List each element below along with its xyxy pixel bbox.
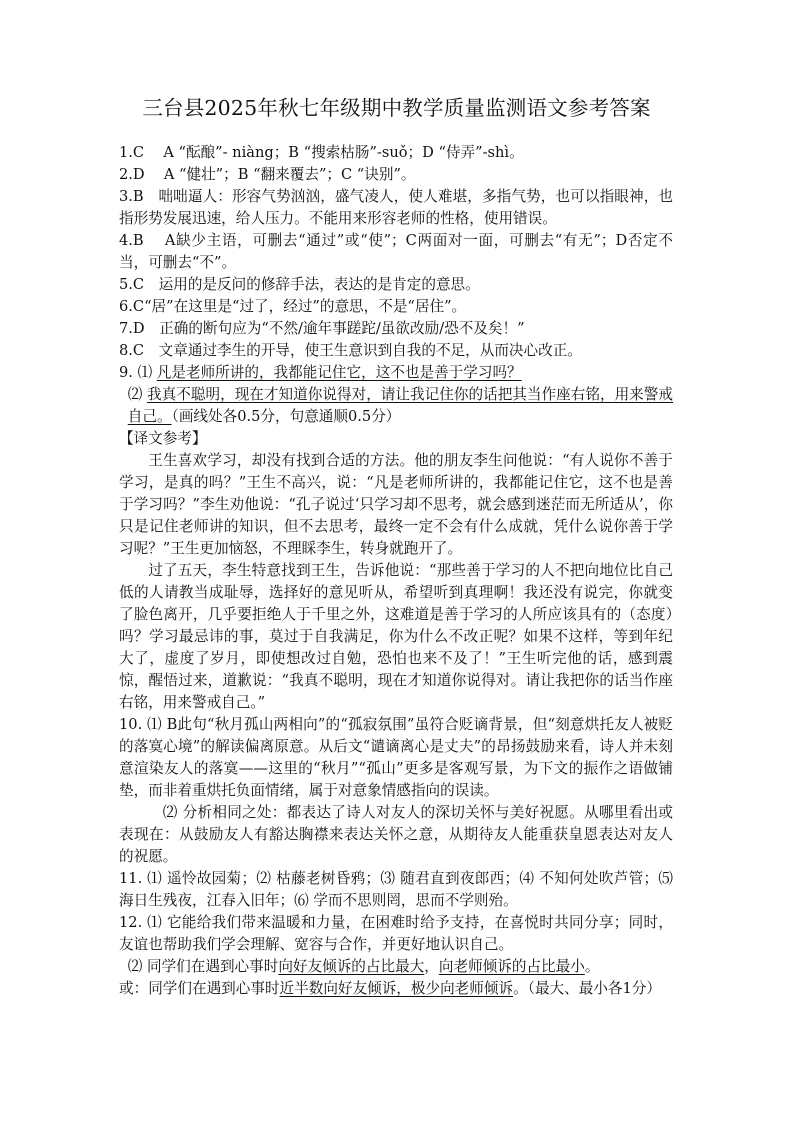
answer-12-2-underlined-1: 向好友倾诉的占比最大 xyxy=(278,958,425,975)
answer-9-label: 9. ⑴ xyxy=(119,364,157,381)
answer-6: 6.C“居”在这里是“过了，经过”的意思，不是“居住”。 xyxy=(119,298,467,315)
answer-4: 4.B A缺少主语，可删去“通过”或“使”；C两面对一面，可删去“有无”；D否定不当，可删去“不”。 xyxy=(119,232,673,271)
answer-9-2-underlined: 我真不聪明，现在才知道你说得对，请让我记住你的话把其当作座右铭，用来警戒自己。 xyxy=(127,386,674,425)
answer-9-part-2 xyxy=(119,384,673,428)
answer-body xyxy=(119,142,673,1000)
answer-9-2-label: ⑵ xyxy=(127,386,148,403)
answer-9-1-underlined: 凡是老师所讲的，我都能记住它，这不也是善于学习吗？ xyxy=(156,364,522,381)
answer-9-2-scoring: （画线处各0.5分，句意通顺0.5分） xyxy=(171,408,401,425)
answer-7: 7.D 正确的断句应为“不然/逾年事蹉跎/虽欲改励/恐不及矣！” xyxy=(119,320,525,337)
answer-1: 1.C A “酝酿”- niàng；B “搜索枯肠”-suǒ；D “侍弄”-shì。 xyxy=(119,144,524,161)
answer-11: 11. ⑴ 遥怜故园菊；⑵ 枯藤老树昏鸦；⑶ 随君直到夜郎西；⑷ 不知何处吹芦管；⑸ 海日生残夜，江春入旧年；⑹ 学而不思则罔，思而不学则殆。 xyxy=(119,870,673,909)
answer-12-part-1: 12. ⑴ 它能给我们带来温暖和力量，在困难时给予支持，在喜悦时共同分享；同时，友谊也帮助我们学会理解、宽容与合作，并更好地认识自己。 xyxy=(119,914,673,953)
answer-12-2-prefix: ⑵ 同学们在遇到心事时 xyxy=(127,958,279,975)
answer-8: 8.C 文章通过李生的开导，使王生意识到自我的不足，从而决心改正。 xyxy=(119,342,582,359)
translation-paragraph-1: 王生喜欢学习，却没有找到合适的方法。他的朋友李生问他说：“有人说你不善于学习，是真的吗？”王生不高兴，说：“凡是老师所讲的，我都能记住它，这不也是善于学习吗？”李生劝他说：“孔子说过‘只学习却不思考，就会感到迷茫而无所适从’，你只是记住老师讲的知识，但不去思考，最终一定不会有什么成就，凭什么说你善于学习呢？”王生更加恼怒，不理睬李生，转身就跑开了。 xyxy=(119,452,673,557)
answer-12-alternative xyxy=(119,978,673,1000)
answer-10-part-2: ⑵ 分析相同之处：都表达了诗人对友人的深切关怀与美好祝愿。从哪里看出或表现在：从鼓励友人有豁达胸襟来表达关怀之意，从期待友人能重获皇恩表达对友人的祝愿。 xyxy=(119,804,673,865)
answer-2: 2.D A “健壮”；B “翻来覆去”；C “诀别”。 xyxy=(119,166,416,183)
page-title: 三台县2025年秋七年级期中教学质量监测语文参考答案 xyxy=(142,96,651,120)
answer-10-part-1: 10. ⑴ B此句“秋月孤山两相向”的“孤寂氛围”虽符合贬谪背景，但“刻意烘托友人被贬的落寞心境”的解读偏离原意。从后文“谴谪离心是丈夫”的昂扬鼓励来看，诗人并未刻意渲染友人的落寞——这里的“秋月”“孤山”更多是客观写景，为下文的振作之语做铺垫，而非着重烘托负面情绪，属于对意象情感指向的误读。 xyxy=(119,716,673,799)
answer-12-part-2 xyxy=(119,956,673,978)
answer-3: 3.B 咄咄逼人：形容气势汹汹，盛气凌人，使人难堪，多指气势，也可以指眼神，也指形势发展迅速，给人压力。不能用来形容老师的性格，使用错误。 xyxy=(119,188,673,227)
answer-12-2-comma: ， xyxy=(424,958,439,975)
translation-paragraph-2: 过了五天，李生特意找到王生，告诉他说：“那些善于学习的人不把向地位比自己低的人请教当成耻辱，选择好的意见听从，希望听到真理啊！我还没有说完，你就变了脸色离开，几乎要拒绝人于千里之外，这难道是善于学习的人所应该具有的（态度）吗？学习最忌讳的事，莫过于自我满足，你为什么不改正呢？如果不这样，等到年纪大了，虚度了岁月，即使想改过自勉，恐怕也来不及了！”王生听完他的话，感到震惊，醒悟过来，道歉说：“我真不聪明，现在才知道你说得对。请让我把你的话当作座右铭，用来警戒自己。” xyxy=(119,562,673,711)
answer-12-alt-underlined: 近半数向好友倾诉，极少向老师倾诉 xyxy=(279,980,514,997)
answer-12-2-underlined-2: 向老师倾诉的占比最小 xyxy=(438,958,585,975)
translation-label: 【译文参考】 xyxy=(119,430,207,447)
answer-12-2-end: 。 xyxy=(584,958,600,975)
answer-12-alt-prefix: 或：同学们在遇到心事时 xyxy=(119,980,280,997)
answer-12-alt-scoring: 。（最大、最小各1分） xyxy=(513,980,661,997)
answer-9-part-1 xyxy=(119,362,673,384)
answer-5: 5.C 运用的是反问的修辞手法，表达的是肯定的意思。 xyxy=(119,276,480,293)
